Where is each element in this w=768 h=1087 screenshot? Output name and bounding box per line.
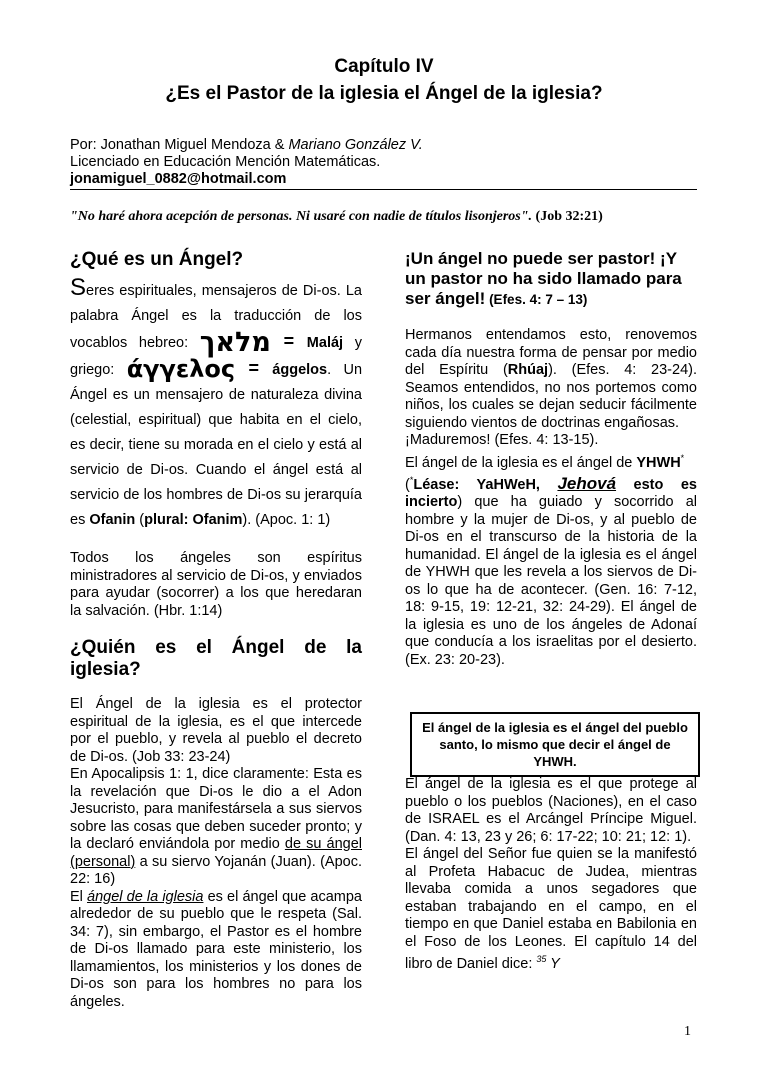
lease-text: Léase: YaHWeH, [413,476,558,493]
author-block [70,137,423,188]
incierto-text: esto es incierto [405,476,697,511]
equals-sign: = [235,358,273,378]
text-run: ( [135,512,145,528]
plural-term: plural: Ofanim [144,512,243,528]
page-number: 1 [684,1024,691,1039]
section-heading-quien-es-angel: ¿Quién es el Ángel de la iglesia? [70,637,362,680]
footnote-mark: * [680,452,685,463]
paragraph-apocalipsis [70,766,362,889]
paragraph-protector: El Ángel de la iglesia es el protector espiritual de la iglesia, es el que intercede por el pueblo, y revela al pueblo el decreto de Di-os. (Job 33: 23-24) [70,696,362,765]
heading-ref: (Efes. 4: 7 – 13) [485,292,588,307]
malaj-term: Maláj [306,335,344,351]
paragraph-maduremos: ¡Maduremos! (Efes. 4: 13-15). [405,432,599,448]
text-run: eres espirituales, mensajeros de Di-os. La palabra Ángel es la traducción de los vocablos hebreo: [70,283,362,351]
yhwh-term: YHWH [636,454,681,471]
right-column [405,249,697,669]
paragraph-ministering-spirits: Todos los ángeles son espíritus ministradores al servicio de Di-os, y enviados para ayudar (socorrer) a los que heredaran la salvación. (Hbr. 1:14) [70,550,362,619]
underlined-text: ángel de la iglesia [87,888,204,905]
text-run: ( [405,476,410,493]
aggelos-term: ággelos [272,362,328,378]
section-heading-que-es-angel: ¿Qué es un Ángel? [70,249,244,270]
paragraph-habacuc [405,846,697,973]
author-credential: Licenciado en Educación Mención Matemáticas. [70,154,381,170]
section-heading-angel-no-pastor [405,249,697,310]
author-names: Por: Jonathan Miguel Mendoza & [70,137,289,153]
text-run: En Apocalipsis 1: 1, dice claramente: Esta es la revelación que Di-os le dio a el Adon Jesucristo, para manifestársela a sus siervos sobre las cosas que deben suceder pronto; y la declaró enviándola por medio [70,766,362,852]
left-column [70,249,362,1011]
author-line [70,137,423,154]
epigraph [70,209,700,225]
paragraph-lease [405,472,697,669]
highlight-box: El ángel de la iglesia es el ángel del pueblo santo, lo mismo que decir el ángel de YHWH. [410,712,700,777]
text-run: El ángel del Señor fue quien se la manifestó al Profeta Habacuc de Judea, mientras llevaba comida a unos segadores que estaban trabajando en el campo, en el tiempo en que Daniel estaba en Babilonia en el Foso de los Leones. El capítulo 14 del libro de Daniel dice: [405,846,697,972]
epigraph-ref: (Job 32:21) [535,209,603,224]
text-run: a su siervo Yojanán (Juan). (Apoc. 22: 16) [70,853,362,887]
header-divider [70,189,697,190]
paragraph-renovemos [405,327,697,432]
footnote-mark: * [409,474,414,485]
coauthor-name: Mariano González V. [288,137,423,153]
jehova-term: Jehová [557,473,617,493]
ruaj-term: Rhúaj [507,362,549,378]
text-run: El ángel de la iglesia es el ángel de [405,454,637,471]
text-run: El [70,888,88,905]
paragraph-angel-definition [70,275,362,533]
text-run: ). (Apoc. 1: 1) [242,512,331,528]
verse-number: 35 [536,954,547,964]
text-run: Hermanos entendamos esto, renovemos cada día nuestra forma de pensar por medio del Espíritu ( [405,327,697,378]
author-email[interactable]: jonamiguel_0882@hotmail.com [70,171,287,187]
text-run: Y [546,955,560,972]
hebrew-word: מלאך [199,327,271,358]
right-column-continued [405,776,697,973]
paragraph-angel-yhwh [405,450,697,472]
heading-text: ¡Un ángel no puede ser pastor! ¡Y un pastor no ha sido llamado para ser ángel! [405,249,682,308]
paragraph-angel-acampa [70,889,362,1012]
epigraph-quote: "No haré ahora acepción de personas. Ni usaré con nadie de títulos lisonjeros". [70,209,533,224]
paragraph-protege-pueblo: El ángel de la iglesia es el que protege al pueblo o los pueblos (Naciones), en el caso de ISRAEL es el Arcángel Príncipe Miguel. (Dan. 4: 13, 23 y 26; 6: 17-22; 10: 21; 12: 1). [405,776,697,845]
equals-sign: = [270,331,307,351]
text-run: . Un Ángel es un mensajero de naturaleza divina (celestial, espiritual) que habita en el cielo, es decir, tiene su morada en el cielo y está al servicio de Di-os. Cuando el ángel está al servicio de los hombres de Di-os su jerarquía es [70,362,363,528]
dropcap: S [70,274,87,301]
ofanin-term: Ofanin [89,512,136,528]
chapter-heading: Capítulo IV [334,56,434,77]
page-title: ¿Es el Pastor de la iglesia el Ángel de la iglesia? [165,83,603,104]
underlined-text: de su ángel (personal) [70,836,362,870]
text-run: es el ángel que acampa alrededor de su pueblo que le respeta (Sal. 34: 7), sin embargo, el Pastor es el hombre de Di-os llamado para este ministerio, los llamamientos, los ministerios y los dones de Di-os son para los hombres no para los ángeles. [70,888,362,1010]
text-run: ) que ha guiado y socorrido al hombre y la mujer de Di-os, y al pueblo de Di-os en el transcurso de la historia de la humanidad. El ángel de la iglesia es el ángel de YHWH que les revela a los siervos de Di-os lo que ha de acontecer. (Gen. 16: 7-12, 18: 9-15, 19: 12-21, 32: 24-29). El ángel de la iglesia es uno de los ángeles de Adonaí que conducía a los israelitas por el desierto. (Ex. 23: 20-23). [405,494,697,668]
text-run: ). (Efes. 4: 23-24). Seamos entendidos, no nos portemos como niños, los cuales se dejan seducir fácilmente siguiendo vientos de doctrinas engañosas. [405,362,697,431]
text-run: y griego: [70,335,363,378]
greek-word: άγγελος [126,355,236,383]
